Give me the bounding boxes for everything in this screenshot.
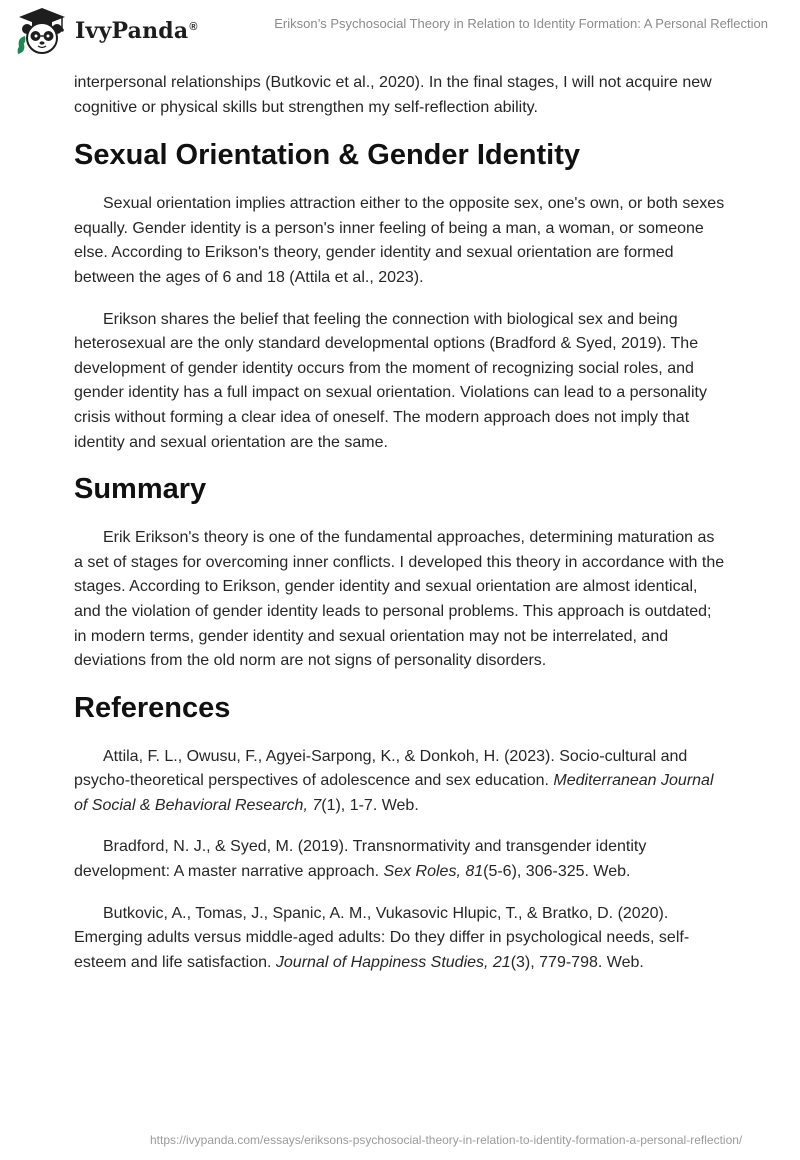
- section-heading: Sexual Orientation & Gender Identity: [74, 139, 580, 172]
- reference-item: Butkovic, A., Tomas, J., Spanic, A. M., Vukasovic Hlupic, T., & Bratko, D. (2020). Emerging adults versus middle-aged adults: Do they differ in psychological needs, self-esteem and life satisfaction. Journal of Happiness Studies, 21(3), 779-798. Web.: [74, 904, 690, 971]
- running-title: Erikson’s Psychosocial Theory in Relation to Identity Formation: A Personal Reflection: [274, 16, 768, 31]
- journal-title: Mediterranean Journal of Social & Behavioral Research, 7: [74, 772, 714, 814]
- ivypanda-logo[interactable]: [16, 7, 198, 55]
- essay-body: [74, 71, 726, 975]
- section-heading: Summary: [74, 473, 207, 506]
- source-url[interactable]: https://ivypanda.com/essays/eriksons-psychosocial-theory-in-relation-to-identity-formation-a-personal-reflection/: [150, 1133, 743, 1147]
- registered-mark: ®: [189, 20, 198, 33]
- paragraph: Erik Erikson's theory is one of the fundamental approaches, determining maturation as a set of stages for overcoming inner conflicts. I developed this theory in accordance with the stages. According to Erikson, gender identity and sexual orientation are almost identical, and the violation of gender identity leads to personal problems. This approach is outdated; in modern terms, gender identity and sexual orientation may not be interrelated, and deviations from the old norm are not signs of personality disorders.: [74, 529, 725, 670]
- reference-item: Bradford, N. J., & Syed, M. (2019). Transnormativity and transgender identity development: A master narrative approach. Sex Roles, 81(5-6), 306-325. Web.: [74, 838, 647, 881]
- reference-item: Attila, F. L., Owusu, F., Agyei-Sarpong, K., & Donkoh, H. (2023). Socio-cultural and psycho-theoretical perspectives of adolescence and sex education. Mediterranean Journal of Social & Behavioral Research, 7(1), 1-7. Web.: [74, 747, 714, 814]
- section-heading: References: [74, 691, 231, 724]
- paragraph: Sexual orientation implies attraction either to the opposite sex, one's own, or both sexes equally. Gender identity is a person's inner feeling of being a man, a woman, or someone else. According to Erikson's theory, gender identity and sexual orientation are formed between the ages of 6 and 18 (Attila et al., 2023).: [74, 195, 725, 286]
- panda-graduate-icon: [16, 7, 68, 55]
- paragraph: interpersonal relationships (Butkovic et al., 2020). In the final stages, I will not acquire new cognitive or physical skills but strengthen my self-reflection ability.: [74, 74, 712, 116]
- paragraph: Erikson shares the belief that feeling the connection with biological sex and being heterosexual are the only standard developmental options (Bradford & Syed, 2019). The development of gender identity occurs from the moment of recognizing social roles, and gender identity has a full impact on sexual orientation. Violations can lead to a personality crisis without forming a clear idea of oneself. The modern approach does not imply that identity and sexual orientation are the same.: [74, 310, 707, 451]
- brand-name: IvyPanda®: [75, 18, 198, 44]
- journal-title: Journal of Happiness Studies, 21: [275, 953, 511, 971]
- journal-title: Sex Roles, 81: [383, 863, 484, 881]
- page-header: [0, 0, 800, 70]
